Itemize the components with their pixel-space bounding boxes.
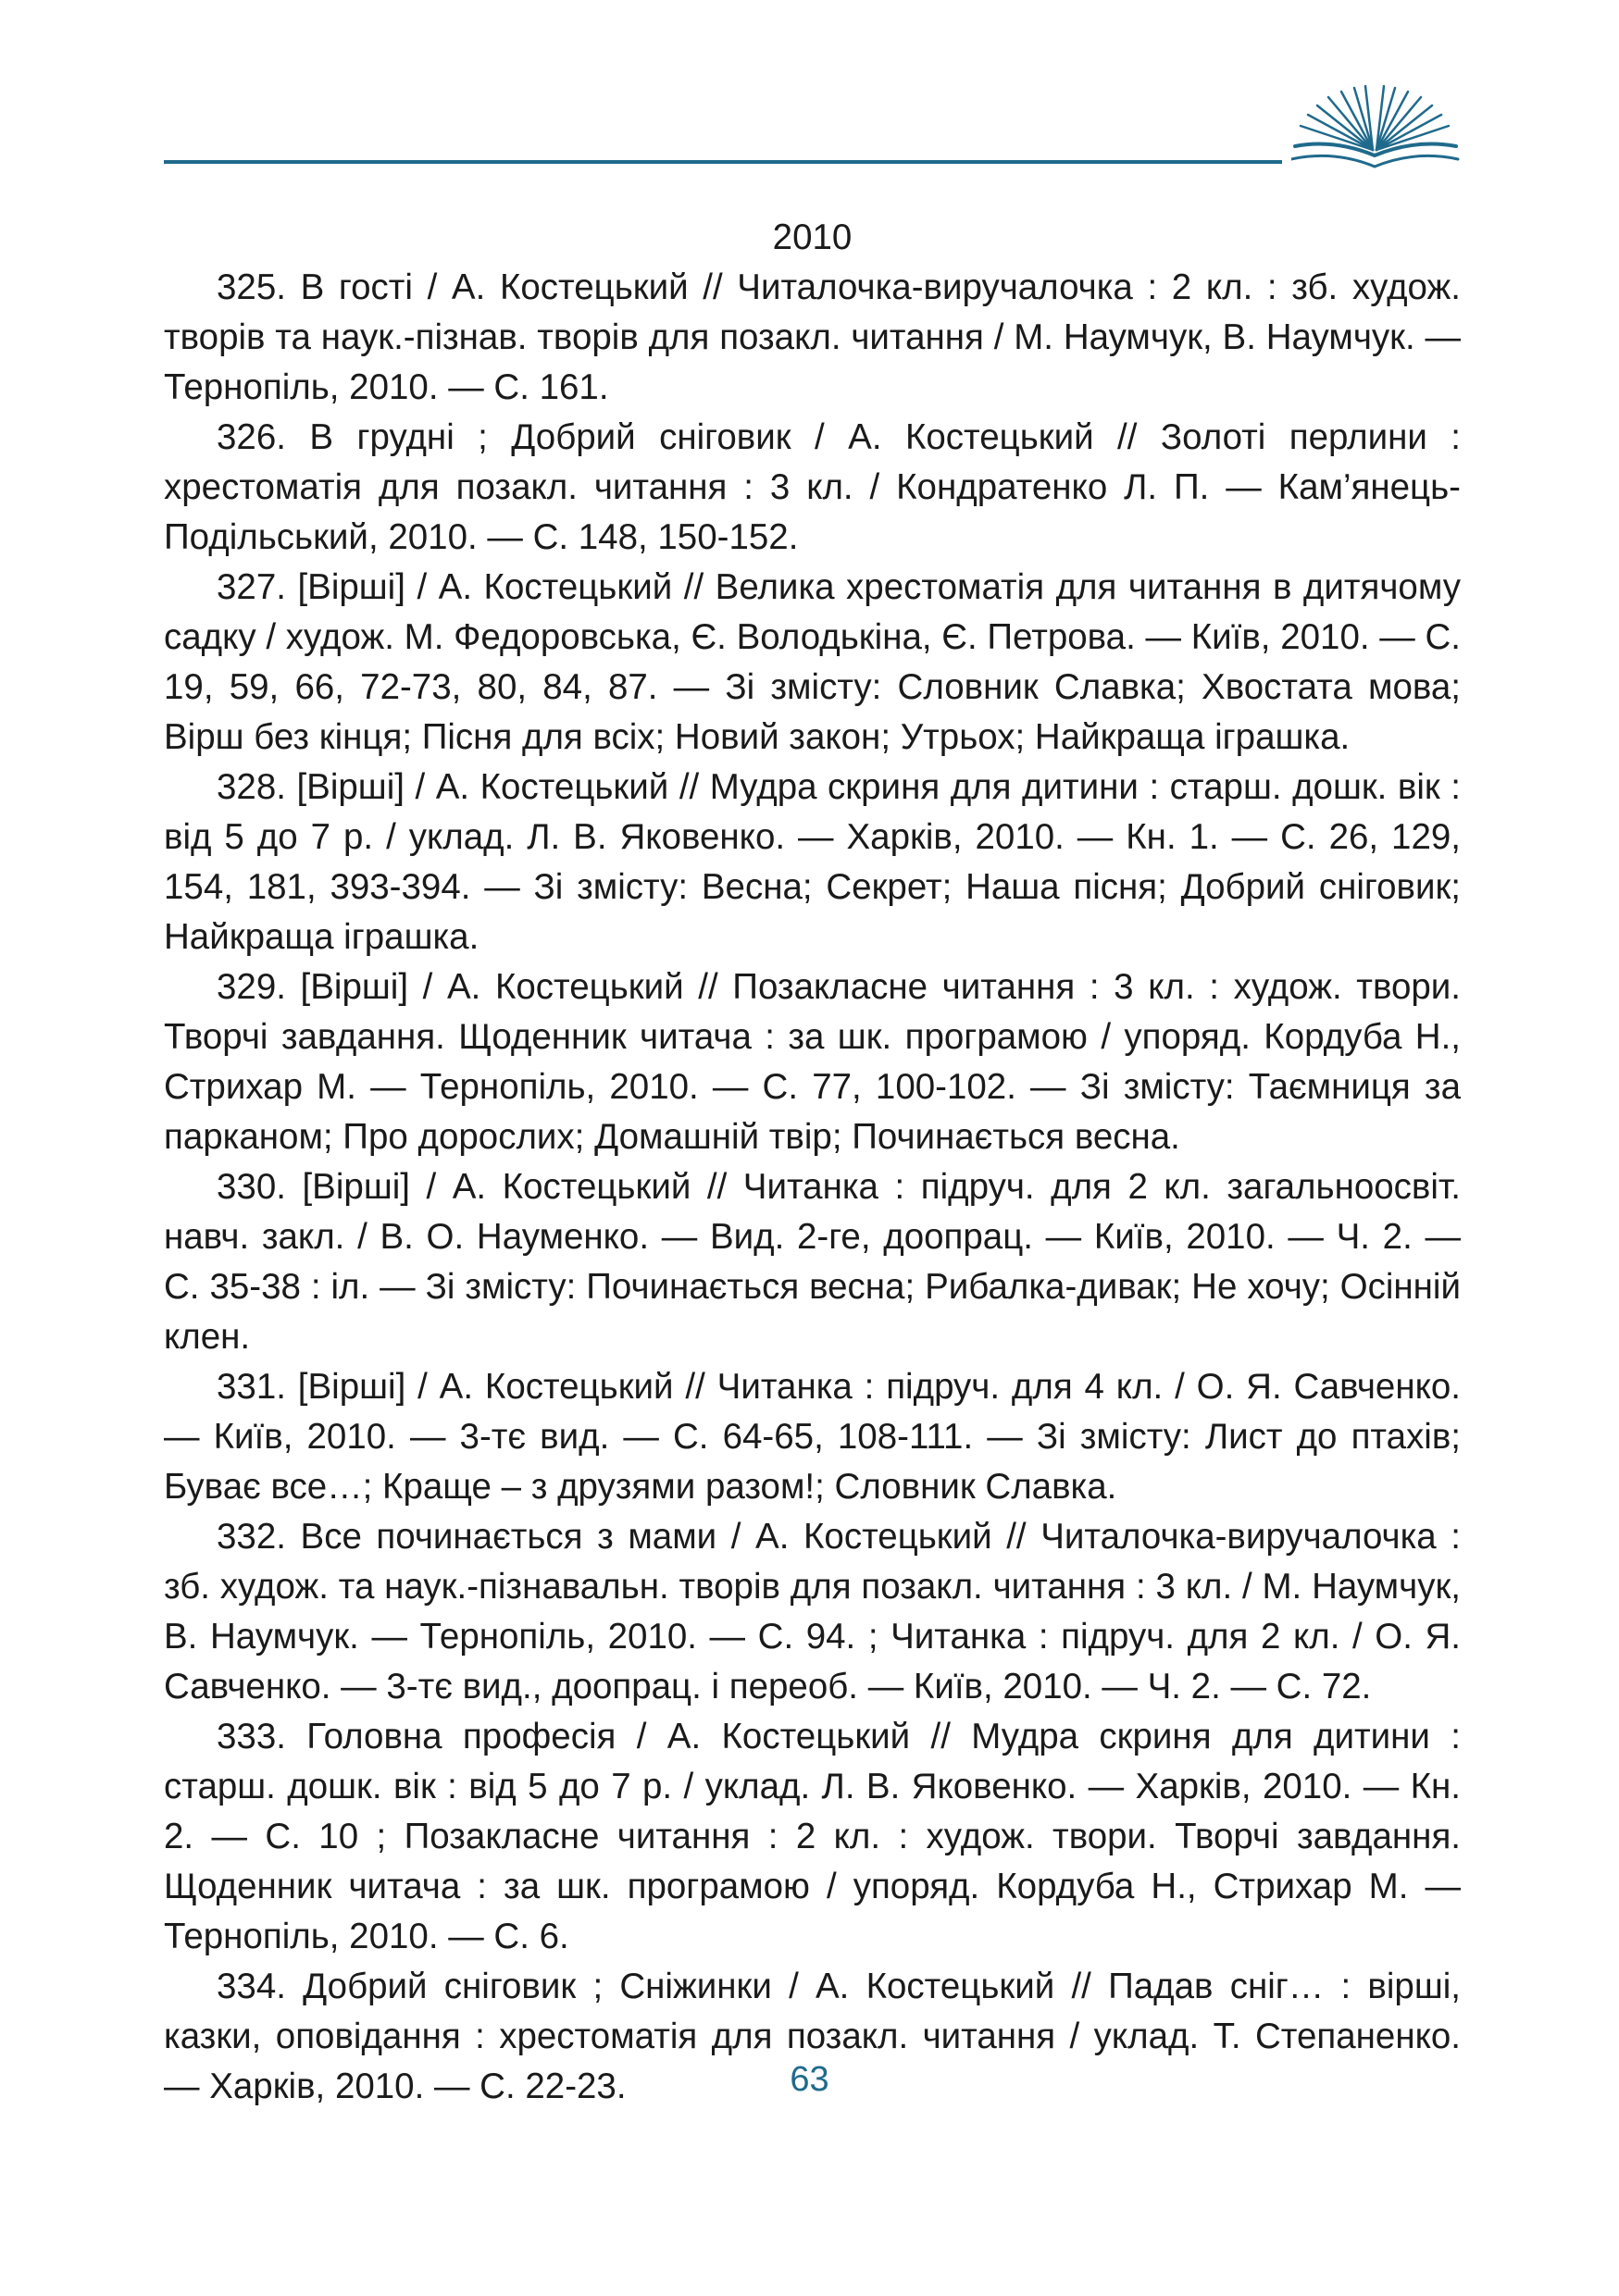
bibliography-list [164,213,1461,2112]
bibliography-entry-327: 327. [Вірші] / А. Костецький // Велика хрестоматія для читання в дитячому садку / худож. М. Федоровська, Є. Володькіна, Є. Петрова. — Київ, 2010. — С. 19, 59, 66, 72-73, 80, 84, 87. — Зі змісту: Словник Славка; Хвостата мова; Вірш без кінця; Пісня для всіх; Новий закон; Утрьох; Найкраща іграшка. [164,567,1461,757]
bibliography-entry-329: 329. [Вірші] / А. Костецький // Позакласне читання : 3 кл. : худож. твори. Творчі завдання. Щоденник читача : за шк. програмою / упоряд. Кордуба Н., Стрихар М. — Тернопіль, 2010. — С. 77, 100-102. — Зі змісту: Таємниця за парканом; Про дорослих; Домашній твір; Починається весна. [164,967,1461,1157]
bibliography-entry-326: 326. В грудні ; Добрий сніговик / А. Костецький // Золоті перлини : хрестоматія для позакл. читання : 3 кл. / Кондратенко Л. П. — Кам’янець-Подільський, 2010. — С. 148, 150-152. [164,417,1461,557]
bibliography-entry-330: 330. [Вірші] / А. Костецький // Читанка : підруч. для 2 кл. загальноосвіт. навч. закл. / В. О. Науменко. — Вид. 2-ге, доопрац. — Київ, 2010. — Ч. 2. — С. 35-38 : іл. — Зі змісту: Починається весна; Рибалка-дивак; Не хочу; Осінній клен. [164,1167,1461,1357]
open-book-icon [1291,85,1460,170]
bibliography-entry-331: 331. [Вірші] / А. Костецький // Читанка : підруч. для 4 кл. / О. Я. Савченко. — Київ, 2010. — 3-тє вид. — С. 64-65, 108-111. — Зі змісту: Лист до птахів; Буває все…; Краще – з друзями разом!; Словник Славка. [164,1367,1461,1507]
header-rule [164,160,1282,164]
bibliography-entry-325: 325. В гості / А. Костецький // Читалочка-виручалочка : 2 кл. : зб. худож. творів та наук.-пізнав. творів для позакл. читання / М. Наумчук, В. Наумчук. — Тернопіль, 2010. — С. 161. [164,267,1461,407]
bibliography-entry-334: 334. Добрий сніговик ; Сніжинки / А. Костецький // Падав сніг… : вірші, казки, оповідання : хрестоматія для позакл. читання / уклад. Т. Степаненко. — Харків, 2010. — С. 22-23. [164,1967,1461,2106]
page-number: 63 [790,2060,829,2099]
bibliography-entry-332: 332. Все починається з мами / А. Костецький // Читалочка-виручалочка : зб. худож. та наук.-пізнавальн. творів для позакл. читання : 3 кл. / М. Наумчук, В. Наумчук. — Тернопіль, 2010. — С. 94. ; Читанка : підруч. для 2 кл. / О. Я. Савченко. — 3-тє вид., доопрац. і переоб. — Київ, 2010. — Ч. 2. — С. 72. [164,1517,1461,1706]
bibliography-entry-328: 328. [Вірші] / А. Костецький // Мудра скриня для дитини : старш. дошк. вік : від 5 до 7 р. / уклад. Л. В. Яковенко. — Харків, 2010. — Кн. 1. — С. 26, 129, 154, 181, 393-394. — Зі змісту: Весна; Секрет; Наша пісня; Добрий сніговик; Найкраща іграшка. [164,767,1461,957]
year-heading: 2010 [772,217,853,257]
bibliography-entry-333: 333. Головна професія / А. Костецький // Мудра скриня для дитини : старш. дошк. вік : від 5 до 7 р. / уклад. Л. В. Яковенко. — Харків, 2010. — Кн. 2. — С. 10 ; Позакласне читання : 2 кл. : худож. твори. Творчі завдання. Щоденник читача : за шк. програмою / упоряд. Кордуба Н., Стрихар М. — Тернопіль, 2010. — С. 6. [164,1717,1461,1956]
